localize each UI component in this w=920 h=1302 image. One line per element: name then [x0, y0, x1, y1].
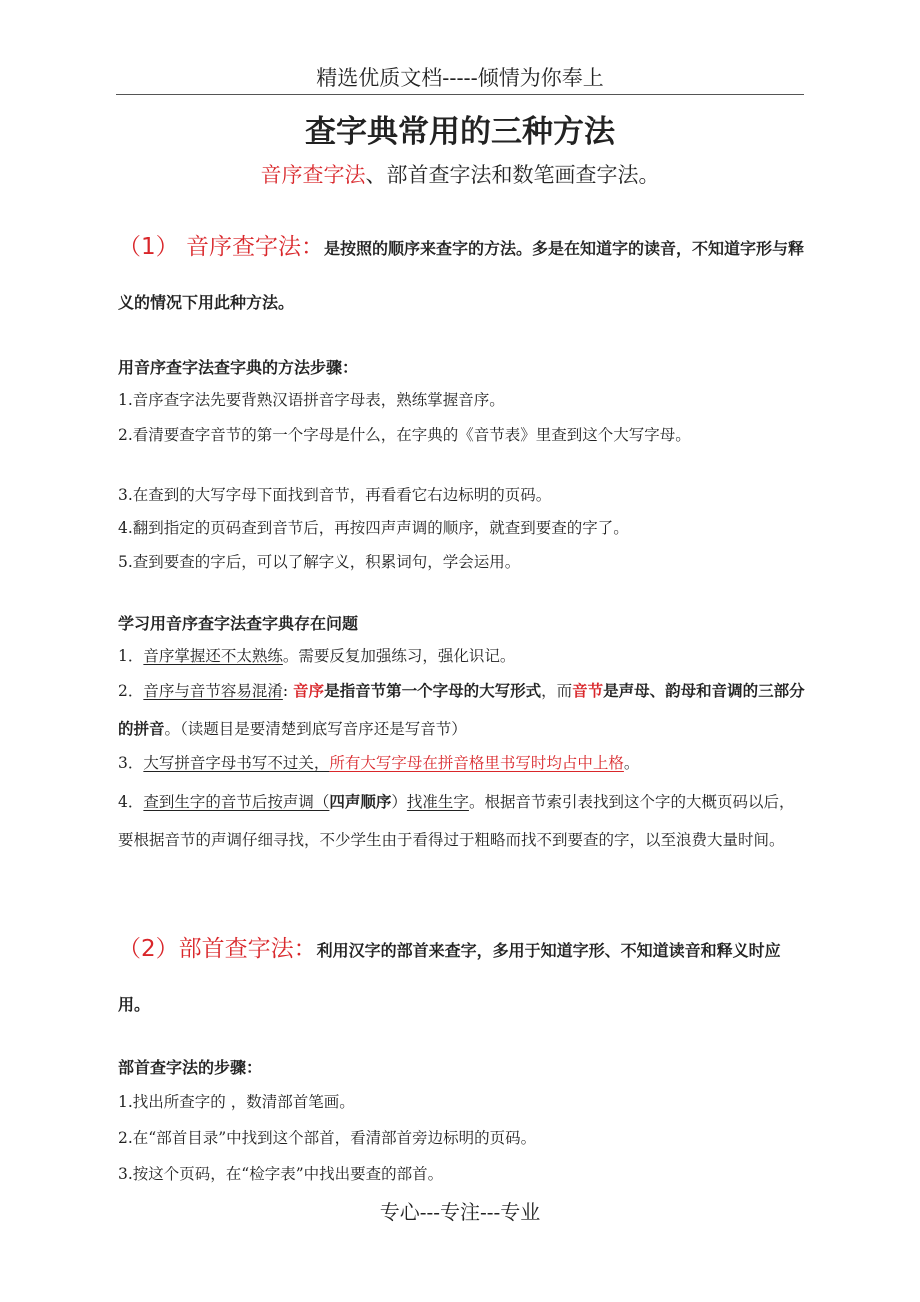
problem-4-underlined-1: 查到生字的音节后按声调（: [143, 793, 330, 811]
problem-4-rest: 。根据音节索引表找到这个字的大概页码以后，要根据音节的声调仔细寻找，不少学生由于看得过于粗略而找不到要查的字，以至浪费大量时间。: [118, 793, 795, 849]
problem-1: [118, 644, 818, 666]
problem-3-end: 。: [623, 754, 640, 772]
step-1-5: 5.查到要查的字后，可以了解字义，积累词句，学会运用。: [118, 553, 521, 571]
header-divider: [116, 94, 804, 95]
subtitle-highlight: 音序查字法: [260, 163, 366, 187]
problem-1-rest: 。需要反复加强练习，强化识记。: [282, 647, 516, 665]
problems-title: 学习用音序查字法查字典存在问题: [118, 614, 359, 633]
page-header: 精选优质文档-----倾情为你奉上: [316, 66, 604, 90]
problem-4-bold: 四声顺序: [329, 793, 392, 811]
steps-2-title: 部首查字法的步骤：: [118, 1058, 263, 1077]
term-yinjie: 音节: [572, 682, 604, 700]
problem-1-number: 1．: [118, 647, 144, 665]
section-2-description: 利用汉字的部首来查字，多用于知道字形、不知道读音和释义时应用。: [118, 941, 781, 1014]
problem-4: [118, 783, 808, 859]
yinxu-definition: 是指音节第一个字母的大写形式: [324, 682, 542, 700]
problem-3: [118, 751, 818, 773]
step-2-2: 2.在“部首目录”中找到这个部首，看清部首旁边标明的页码。: [118, 1129, 537, 1147]
step-1-1: 1.音序查字法先要背熟汉语拼音字母表，熟练掌握音序。: [118, 391, 505, 409]
problem-2-connector: ，而: [541, 682, 573, 700]
problem-1-underlined: 音序掌握还不太熟练: [143, 647, 283, 665]
step-2-1: 1.找出所查字的 ，数清部首笔画。: [118, 1093, 355, 1111]
problem-4-underlined-2: 找准生字: [406, 793, 469, 811]
section-1-heading: （1） 音序查字法：: [118, 234, 324, 260]
section-2-intro: [118, 922, 808, 1032]
term-yinxu: 音序: [293, 682, 325, 700]
problem-2: [118, 672, 808, 748]
problem-2-underlined: 音序与音节容易混淆: [143, 682, 283, 700]
step-1-3: 3.在查到的大写字母下面找到音节，再看看它右边标明的页码。: [118, 486, 552, 504]
subtitle-rest: 、部首查字法和数笔画查字法。: [365, 163, 660, 187]
problem-2-number: 2．: [118, 682, 144, 700]
problem-4-mid: ）: [391, 793, 407, 811]
step-1-2: 2.看清要查字音节的第一个字母是什么，在字典的《音节表》里查到这个大写字母。: [118, 426, 691, 444]
section-1-intro: [118, 220, 808, 330]
problem-3-number: 3．: [118, 754, 144, 772]
step-1-4: 4.翻到指定的页码查到音节后，再按四声声调的顺序，就查到要查的字了。: [118, 519, 629, 537]
section-2-heading: （2）部首查字法：: [118, 936, 317, 962]
steps-1-title: 用音序查字法查字典的方法步骤：: [118, 358, 359, 377]
problem-2-note: 。（读题目是要清楚到底写音序还是写音节）: [164, 720, 467, 738]
page-footer: 专心---专注---专业: [379, 1200, 541, 1224]
problem-2-colon: :: [282, 682, 294, 700]
yinjie-definition: 是声母、韵母和音调的三部分的拼音: [118, 682, 805, 738]
page-title: 查字典常用的三种方法: [305, 114, 615, 150]
section-1-description: 是按照的顺序来查字的方法。多是在知道字的读音，不知道字形与释义的情况下用此种方法。: [118, 239, 804, 312]
problem-3-underlined: 大写拼音字母书写不过关，: [143, 754, 330, 772]
step-2-3: 3.按这个页码，在“检字表”中找出要查的部首。: [118, 1165, 444, 1183]
problem-3-red-underlined: 所有大写字母在拼音格里书写时均占中上格: [329, 754, 624, 772]
problem-4-number: 4．: [118, 793, 144, 811]
subtitle: [0, 159, 920, 189]
